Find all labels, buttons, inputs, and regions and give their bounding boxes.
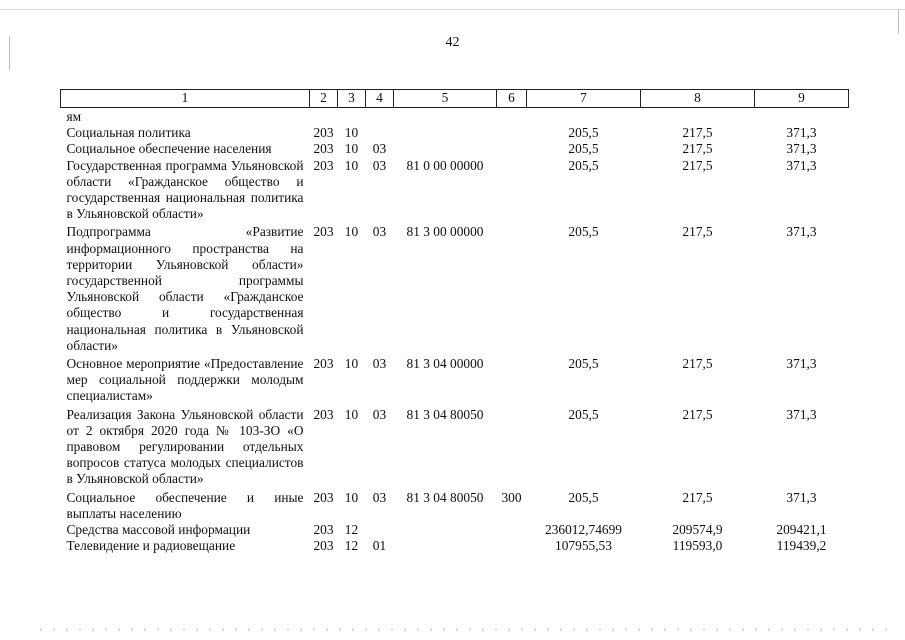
- cell-amount-7: 205,5: [568, 224, 599, 240]
- cell-amount-9: 371,3: [786, 489, 817, 505]
- cell-amount-9: 119439,2: [776, 538, 827, 554]
- cell-pr: 03: [372, 489, 387, 505]
- cell-vr: 300: [501, 489, 522, 505]
- cell-amount-7: 107955,53: [555, 538, 612, 554]
- table-row: [61, 224, 849, 356]
- table-row: [61, 125, 849, 141]
- cell-amount-8: 217,5: [682, 157, 713, 173]
- cell-pr: [366, 125, 394, 141]
- cell-amount-7: 205,5: [568, 125, 599, 141]
- cell-csr: [394, 538, 497, 554]
- row-name: Социальная политика: [66, 125, 191, 141]
- cell-amount-9: 209421,1: [776, 522, 827, 538]
- cell-amount-9: 371,3: [786, 141, 817, 157]
- cell-vr: [497, 224, 527, 356]
- table-row: [61, 538, 849, 554]
- cell-csr: 81 3 04 80050: [406, 489, 484, 505]
- row-name: Социальное обеспечение и иные выплаты населению: [66, 489, 304, 521]
- cell-rz: 10: [344, 406, 359, 422]
- page-number: 42: [445, 35, 460, 50]
- cell-vr: [497, 125, 527, 141]
- row-name: Социальное обеспечение населения: [66, 141, 272, 157]
- table-row: [61, 356, 849, 407]
- cell-amount-8: 217,5: [682, 356, 713, 372]
- table-row: [61, 522, 849, 538]
- cell-vr: [497, 538, 527, 554]
- cell-gr: 203: [313, 141, 334, 157]
- page-edge-right: [898, 10, 899, 34]
- cell-amount-8: 209574,9: [672, 522, 723, 538]
- row-name: Государственная программа Ульяновской области «Гражданское общество и государственная национальная политика в Ульяновской области»: [66, 157, 304, 222]
- column-header: 4: [366, 90, 394, 108]
- cell-amount-7: 205,5: [568, 406, 599, 422]
- table-row: [61, 141, 849, 157]
- cell-rz: 10: [344, 224, 359, 240]
- column-header: 3: [338, 90, 366, 108]
- cell-csr: 81 3 04 80050: [406, 406, 484, 422]
- cell-amount-8: 217,5: [682, 406, 713, 422]
- column-header: 2: [310, 90, 338, 108]
- table-row: [61, 407, 849, 490]
- budget-table: [60, 89, 849, 554]
- cell-amount-8: 217,5: [682, 125, 713, 141]
- cell-csr: [394, 125, 497, 141]
- cell-amount-9: 371,3: [786, 406, 817, 422]
- cell-vr: [497, 141, 527, 157]
- cell-csr: 81 3 04 00000: [406, 356, 484, 372]
- cell-gr: 203: [313, 538, 334, 554]
- cell-gr: 203: [313, 522, 334, 538]
- row-name: Реализация Закона Ульяновской области от 2 октября 2020 года № 103-ЗО «О правовом регулировании отдельных вопросов статуса молодых специалистов в Ульяновской области»: [66, 406, 304, 487]
- scan-noise: [40, 628, 890, 631]
- table-row: [61, 158, 849, 225]
- cell-amount-9: 371,3: [786, 157, 817, 173]
- cell-vr: [497, 158, 527, 225]
- cell-csr: 81 0 00 00000: [406, 157, 484, 173]
- cell-csr: 81 3 00 00000: [406, 224, 484, 240]
- header-row: [61, 90, 849, 108]
- row-name: Подпрограмма «Развитие информационного пространства на территории Ульяновской области» государственной программы Ульяновской области «Гражданское общество и государственная национальная политика в Ульяновской области»: [66, 224, 304, 353]
- cell-rz: 10: [344, 125, 359, 141]
- cell-vr: [497, 356, 527, 407]
- cell-csr: [394, 141, 497, 157]
- cell-rz: 10: [344, 157, 359, 173]
- cell-vr: [497, 522, 527, 538]
- cell-amount-8: 119593,0: [672, 538, 723, 554]
- cell-vr: [497, 407, 527, 490]
- column-header: 8: [641, 90, 755, 108]
- cell-rz: 10: [344, 141, 359, 157]
- cell-amount-9: 371,3: [786, 356, 817, 372]
- cell-amount-9: 371,3: [786, 125, 817, 141]
- column-header: 6: [497, 90, 527, 108]
- cell-rz: 10: [344, 489, 359, 505]
- cell-pr: 03: [372, 141, 387, 157]
- cell-rz: 10: [344, 356, 359, 372]
- cell-gr: 203: [313, 489, 334, 505]
- cell-gr: 203: [313, 356, 334, 372]
- continuation-text: ям: [66, 109, 82, 124]
- column-header: 9: [755, 90, 849, 108]
- cell-pr: [366, 522, 394, 538]
- table-row: [61, 490, 849, 522]
- cell-amount-9: 371,3: [786, 224, 817, 240]
- column-header: 7: [527, 90, 641, 108]
- cell-amount-7: 205,5: [568, 141, 599, 157]
- cell-pr: 03: [372, 157, 387, 173]
- cell-amount-7: 205,5: [568, 489, 599, 505]
- cell-csr: [394, 522, 497, 538]
- cell-pr: 03: [372, 224, 387, 240]
- cell-pr: 03: [372, 356, 387, 372]
- column-header: 1: [61, 90, 310, 108]
- row-name: Основное мероприятие «Предоставление мер социальной поддержки молодым специалистам»: [66, 356, 304, 404]
- cell-pr: 01: [372, 538, 387, 554]
- cell-amount-7: 205,5: [568, 356, 599, 372]
- cell-rz: 12: [344, 538, 359, 554]
- column-header: 5: [394, 90, 497, 108]
- cell-amount-8: 217,5: [682, 141, 713, 157]
- cell-gr: 203: [313, 157, 334, 173]
- cell-gr: 203: [313, 224, 334, 240]
- cell-amount-7: 236012,74699: [545, 522, 622, 538]
- page-edge-top: [0, 9, 905, 10]
- cell-pr: 03: [372, 406, 387, 422]
- row-name: Телевидение и радиовещание: [66, 538, 236, 554]
- cell-gr: 203: [313, 125, 334, 141]
- cell-amount-7: 205,5: [568, 157, 599, 173]
- cell-amount-8: 217,5: [682, 224, 713, 240]
- cell-rz: 12: [344, 522, 359, 538]
- cell-amount-8: 217,5: [682, 489, 713, 505]
- row-name: Средства массовой информации: [66, 522, 251, 538]
- cell-gr: 203: [313, 406, 334, 422]
- continuation-row: [61, 108, 849, 126]
